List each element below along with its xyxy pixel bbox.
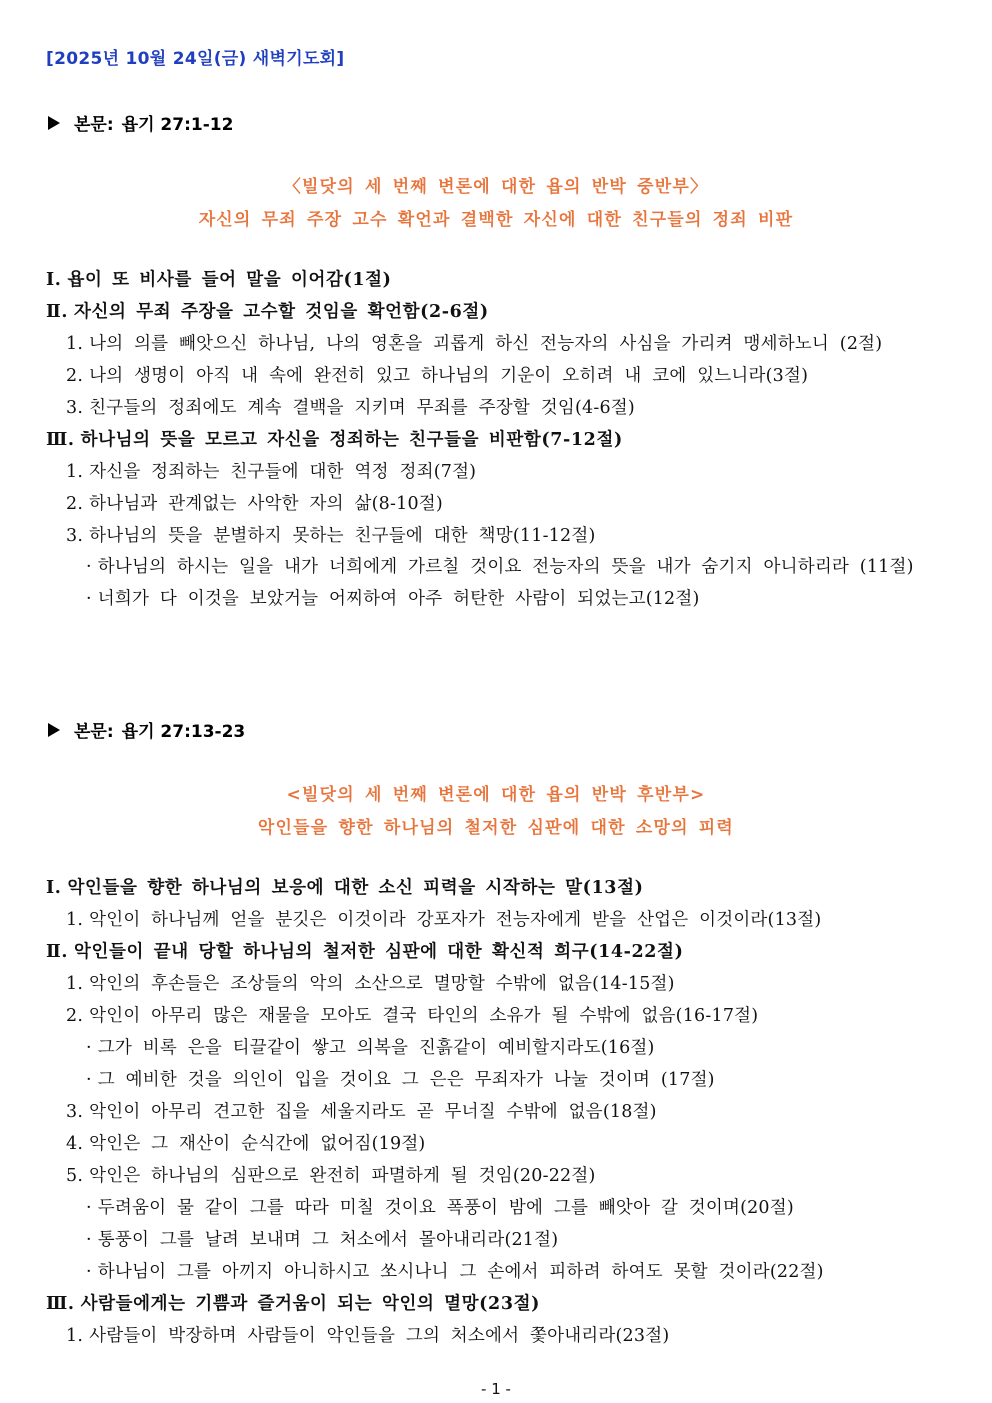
document-header: [2025년 10월 24일(금) 새벽기도회]: [46, 49, 345, 69]
passage-reference: 욥기 27:13-23: [121, 722, 246, 742]
outline-number: ·: [86, 557, 92, 577]
outline-text: 악인은 하나님의 심판으로 완전히 파멸하게 될 것임(20-22절): [89, 1166, 596, 1186]
outline-text: 나의 생명이 아직 내 속에 완전히 있고 하나님의 기운이 오히려 내 코에 있느니라(3절): [89, 366, 809, 386]
outline-text: 자신을 정죄하는 친구들에 대한 역정 정죄(7절): [89, 462, 477, 482]
outline-text: 악인들을 향한 하나님의 보응에 대한 소신 피력을 시작하는 말(13절): [67, 878, 644, 898]
outline-number: ·: [86, 1198, 92, 1218]
page-number: - 1 -: [481, 1380, 511, 1398]
passage-reference: 욥기 27:1-12: [121, 115, 234, 135]
outline-item: [46, 904, 950, 936]
outline-number: ·: [86, 1230, 92, 1250]
outline-number: Ⅲ.: [46, 430, 75, 450]
outline-text: 하나님의 뜻을 모르고 자신을 정죄하는 친구들을 비판함(7-12절): [80, 430, 623, 450]
outline-subitem: [46, 1224, 950, 1256]
outline-text: 자신의 무죄 주장을 고수할 것임을 확언함(2-6절): [74, 302, 489, 322]
outline-number: ·: [86, 589, 92, 609]
outline-text: 하나님의 하시는 일을 내가 너희에게 가르칠 것이요 전능자의 뜻을 내가 숨기지 아니하리라 (11절): [97, 557, 914, 577]
outline-item: [46, 1000, 950, 1032]
outline-heading: [46, 264, 950, 296]
outline-heading: [46, 296, 950, 328]
outline-number: Ⅰ.: [46, 878, 62, 898]
outline-text: 악인들이 끝내 당할 하나님의 철저한 심판에 대한 확신적 희구(14-22절): [74, 942, 684, 962]
outline-text: 그가 비록 은을 티끌같이 쌓고 의복을 진흙같이 예비할지라도(16절): [97, 1038, 655, 1058]
outline-number: 1.: [66, 910, 84, 930]
outline-number: Ⅲ.: [46, 1294, 75, 1314]
outline-heading: [46, 936, 950, 968]
outline-text: 악인이 아무리 견고한 집을 세울지라도 곧 무너질 수밖에 없음(18절): [89, 1102, 657, 1122]
outline-number: 3.: [66, 1102, 84, 1122]
outline-text: 하나님과 관계없는 사악한 자의 삶(8-10절): [89, 494, 443, 514]
outline-text: 나의 의를 빼앗으신 하나님, 나의 영혼을 괴롭게 하신 전능자의 사심을 가리켜 맹세하노니 (2절): [89, 334, 883, 354]
outline-text: 악인의 후손들은 조상들의 악의 소산으로 멸망할 수밖에 없음(14-15절): [89, 974, 675, 994]
outline-text: 너희가 다 이것을 보았거늘 어찌하여 아주 허탄한 사람이 되었는고(12절): [97, 589, 700, 609]
passage-label: 본문:: [74, 722, 114, 742]
triangle-bullet-icon: [48, 723, 60, 737]
outline-text: 욥이 또 비사를 들어 말을 이어감(1절): [67, 270, 392, 290]
section-title-line1: 〈빌닷의 세 번째 변론에 대한 욥의 반박 중반부〉: [283, 177, 709, 197]
outline-number: 2.: [66, 494, 84, 514]
outline-subitem: [46, 552, 950, 583]
outline-text: 통풍이 그를 날려 보내며 그 처소에서 몰아내리라(21절): [97, 1230, 559, 1250]
outline-text: 하나님이 그를 아끼지 아니하시고 쏘시나니 그 손에서 피하려 하여도 못할 것이라(22절): [97, 1262, 824, 1282]
triangle-bullet-icon: [48, 116, 60, 130]
outline-number: 2.: [66, 366, 84, 386]
outline-item: [46, 968, 950, 1000]
section-title-line2: 자신의 무죄 주장 고수 확언과 결백한 자신에 대한 친구들의 정죄 비판: [198, 210, 794, 230]
outline-number: 3.: [66, 398, 84, 418]
section-title-line2: 악인들을 향한 하나님의 철저한 심판에 대한 소망의 피력: [257, 818, 735, 838]
outline-item: [46, 520, 950, 552]
outline-number: Ⅱ.: [46, 942, 69, 962]
outline-subitem: [46, 1192, 950, 1224]
outline-item: [46, 360, 950, 392]
outline-text: 하나님의 뜻을 분별하지 못하는 친구들에 대한 책망(11-12절): [89, 526, 596, 546]
outline-number: 1.: [66, 462, 84, 482]
passage-label: 본문:: [74, 115, 114, 135]
outline-item: [46, 1320, 950, 1352]
outline-number: 1.: [66, 1326, 84, 1346]
outline-item: [46, 392, 950, 424]
outline-number: Ⅰ.: [46, 270, 62, 290]
outline-text: 두려움이 물 같이 그를 따라 미칠 것이요 폭풍이 밤에 그를 빼앗아 갈 것이며(20절): [97, 1198, 794, 1218]
passage-heading-1: [48, 110, 233, 135]
section-title-line1: <빌닷의 세 번째 변론에 대한 욥의 반박 후반부>: [286, 785, 706, 805]
outline-text: 그 예비한 것을 의인이 입을 것이요 그 은은 무죄자가 나눌 것이며 (17절): [97, 1070, 715, 1090]
outline-number: 1.: [66, 334, 84, 354]
outline-text: 악인은 그 재산이 순식간에 없어짐(19절): [89, 1134, 426, 1154]
outline-number: Ⅱ.: [46, 302, 69, 322]
outline-number: 3.: [66, 526, 84, 546]
outline-text: 악인이 하나님께 얻을 분깃은 이것이라 강포자가 전능자에게 받을 산업은 이것이라(13절): [89, 910, 822, 930]
outline-subitem: [46, 1064, 950, 1096]
passage-heading-2: [48, 717, 245, 742]
outline-number: 2.: [66, 1006, 84, 1026]
outline-item: [46, 1096, 950, 1128]
outline-text: 사람들에게는 기쁨과 즐거움이 되는 악인의 멸망(23절): [80, 1294, 540, 1314]
outline-number: 5.: [66, 1166, 84, 1186]
outline-subitem: [46, 583, 950, 615]
outline-list-2: [46, 872, 950, 1352]
outline-number: 1.: [66, 974, 84, 994]
outline-subitem: [46, 1032, 950, 1064]
outline-item: [46, 488, 950, 520]
outline-item: [46, 456, 950, 488]
outline-text: 악인이 아무리 많은 재물을 모아도 결국 타인의 소유가 될 수밖에 없음(16-17절): [89, 1006, 759, 1026]
outline-number: ·: [86, 1070, 92, 1090]
outline-number: ·: [86, 1038, 92, 1058]
outline-number: ·: [86, 1262, 92, 1282]
outline-list-1: [46, 264, 950, 615]
outline-item: [46, 1128, 950, 1160]
outline-item: [46, 328, 950, 360]
outline-text: 친구들의 정죄에도 계속 결백을 지키며 무죄를 주장할 것임(4-6절): [89, 398, 635, 418]
outline-heading: [46, 872, 950, 904]
outline-text: 사람들이 박장하며 사람들이 악인들을 그의 처소에서 쫓아내리라(23절): [89, 1326, 670, 1346]
outline-heading: [46, 1288, 950, 1320]
outline-item: [46, 1160, 950, 1192]
outline-subitem: [46, 1256, 950, 1288]
outline-heading: [46, 424, 950, 456]
outline-number: 4.: [66, 1134, 84, 1154]
